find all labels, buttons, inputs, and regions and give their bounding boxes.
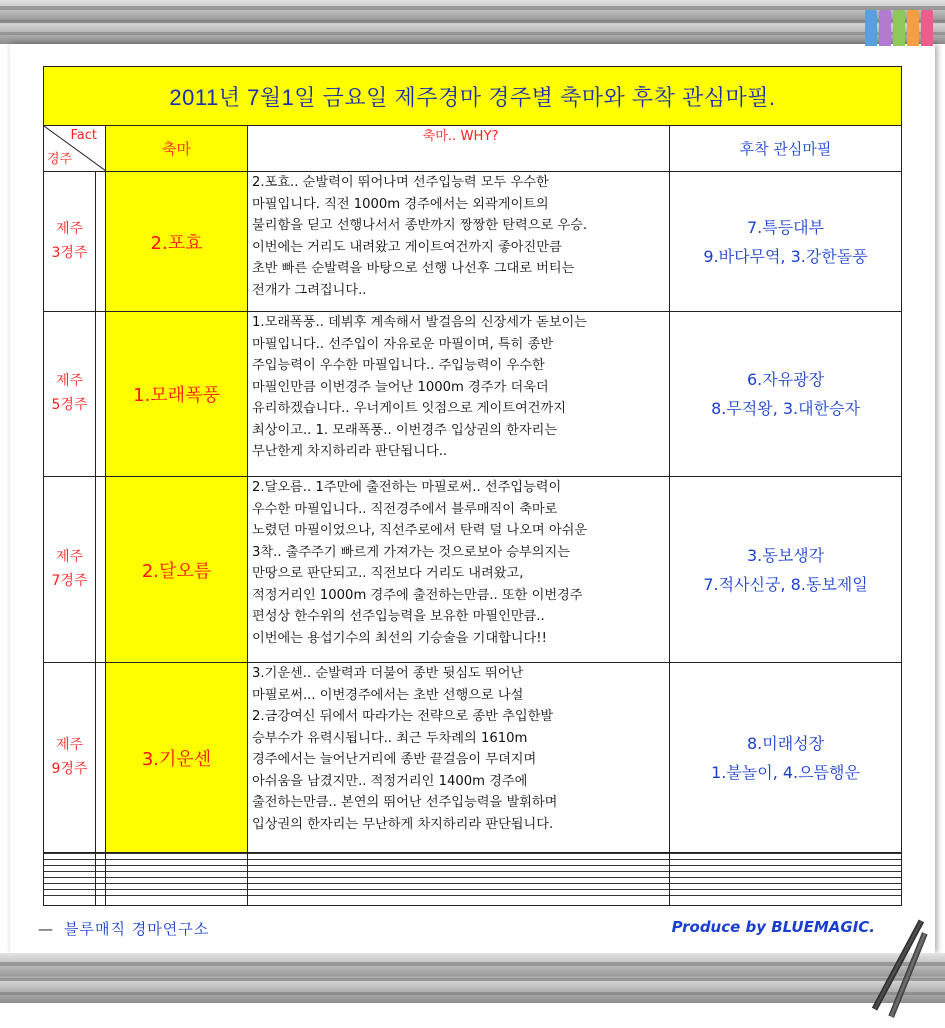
why-line: 입상권의 한자리는 무난하게 차지하리라 판단됩니다.: [252, 816, 554, 832]
page-title: 2011년 7월1일 금요일 제주경마 경주별 축마와 후착 관심마필.: [44, 67, 902, 126]
why-line: 전개가 그려집니다..: [252, 282, 367, 298]
why-line: 주입능력이 우수한 마필입니다.. 주입능력이 우수한: [252, 358, 545, 373]
late-horses: [670, 172, 902, 312]
footer-dash: —: [38, 920, 54, 938]
race-index: 3경주: [51, 244, 88, 261]
table-row: [44, 312, 902, 477]
race-number: [44, 172, 96, 312]
late-sub: 1.불놀이, 4.으뜸행운: [711, 762, 860, 782]
producer-credit: Produce by BLUEMAGIC.: [671, 918, 875, 936]
late-main: 3.동보생각: [746, 545, 825, 565]
race-number: [44, 663, 96, 853]
spacer-cell: [96, 663, 106, 853]
top-rail-stripe: [0, 20, 945, 23]
top-rail-stripe: [0, 6, 945, 10]
empty-ruled-row: [44, 853, 902, 906]
pick-horse: 2.달오름: [106, 477, 248, 663]
race-label: 경주: [47, 152, 73, 167]
tab-purple: [879, 10, 891, 46]
why-line: 3.기운센.. 순발력과 더불어 종반 뒷심도 뛰어난: [252, 666, 524, 681]
race-number: [44, 312, 96, 477]
pick-horse: 2.포효: [106, 172, 248, 312]
pick-header: 축마: [106, 126, 248, 172]
spacer-cell: [96, 172, 106, 312]
late-sub: 7.적사신궁, 8.동보제일: [703, 574, 868, 594]
late-horses: [670, 477, 902, 663]
why-line: 출전하는만큼.. 본연의 뛰어난 선주입능력을 발휘하며: [252, 795, 558, 810]
late-horses: [670, 312, 902, 477]
why-line: 승부수가 유력시됩니다.. 최근 두차례의 1610m: [252, 730, 528, 746]
empty-cell: [96, 853, 106, 906]
race-index: 9경주: [51, 760, 88, 777]
late-sub: 9.바다무역, 3.강한돌풍: [703, 246, 868, 266]
why-line: 3착.. 출주주기 빠르게 가져가는 것으로보아 승부의지는: [252, 544, 570, 560]
table-row: [44, 172, 902, 312]
why-line: 초반 빠른 순발력을 바탕으로 선행 나선후 그대로 버티는: [252, 261, 575, 276]
why-line: 유리하겠습니다.. 우너게이트 잇점으로 게이트여건까지: [252, 401, 566, 416]
late-header: 후착 관심마필: [670, 126, 902, 172]
empty-cell: [248, 853, 670, 906]
why-text: [248, 663, 670, 853]
pick-horse: 1.모래폭풍: [106, 312, 248, 477]
late-sub: 8.무적왕, 3.대한승자: [711, 399, 860, 418]
why-line: 노렸던 마필이었으나, 직선주로에서 탄력 덜 나오며 아쉬운: [252, 523, 588, 538]
race-region: 제주: [55, 220, 84, 237]
why-line: 만땅으로 판단되고.. 직전보다 거리도 내려왔고,: [252, 566, 524, 581]
empty-cell: [44, 853, 96, 906]
race-region: 제주: [55, 548, 84, 565]
why-line: 무난한게 차지하리라 판단됩니다..: [252, 444, 448, 459]
lab-name: 블루매직 경마연구소: [64, 920, 210, 938]
footer-credit: [38, 918, 209, 939]
race-index: 5경주: [51, 397, 88, 413]
why-line: 이번에는 용섭기수의 최선의 기승술을 기대합니다!!: [252, 630, 547, 646]
late-main: 7.특등대부: [746, 217, 825, 237]
late-main: 6.자유광장: [746, 370, 825, 389]
why-text: [248, 172, 670, 312]
why-line: 아쉬움을 남겼지만.. 적정거리인 1400m 경주에: [252, 773, 528, 789]
why-text: [248, 312, 670, 477]
why-line: 적정거리인 1000m 경주에 출전하는만큼.. 또한 이번경주: [252, 587, 583, 603]
why-line: 1.모래폭풍.. 데뷔후 계속해서 발걸음의 신장세가 돋보이는: [252, 315, 587, 330]
tab-blue: [865, 10, 877, 46]
table-row: [44, 663, 902, 853]
race-region: 제주: [55, 736, 84, 753]
bottom-rail-stripe: [0, 962, 945, 966]
bottom-rail-stripe: [0, 978, 945, 981]
top-rail-stripe: [0, 32, 945, 35]
spacer-cell: [96, 312, 106, 477]
empty-cell: [106, 853, 248, 906]
table-row: [44, 477, 902, 663]
why-line: 우수한 마필입니다.. 직전경주에서 블루매직이 축마로: [252, 501, 558, 517]
why-line: 2.달오름.. 1주만에 출전하는 마필로써.. 선주입능력이: [252, 480, 562, 495]
bottom-rail-stripe: [0, 992, 945, 995]
empty-cell: [670, 853, 902, 906]
pick-horse: 3.기운센: [106, 663, 248, 853]
why-line: 마필입니다. 직전 1000m 경주에서는 외곽게이트의: [252, 196, 549, 212]
race-index: 7경주: [51, 572, 88, 589]
tab-orange: [907, 10, 919, 46]
why-line: 마필인만큼 이번경주 늘어난 1000m 경주가 더욱더: [252, 379, 549, 395]
why-line: 2.포효.. 순발력이 뛰어나며 선주입능력 모두 우수한: [252, 175, 549, 190]
race-number: [44, 477, 96, 663]
why-line: 2.금강여신 뒤에서 따라가는 전략으로 종반 추입한발: [252, 709, 554, 724]
race-table: [43, 66, 902, 906]
late-horses: [670, 663, 902, 853]
why-line: 경주에서는 늘어난거리에 종반 끝걸음이 무뎌지며: [252, 752, 537, 767]
tab-pink: [921, 10, 933, 46]
why-line: 편성상 한수위의 선주입능력을 보유한 마필인만큼..: [252, 609, 545, 624]
color-tabs: [865, 10, 935, 46]
race-region: 제주: [55, 373, 84, 390]
why-line: 마필입니다.. 선주입이 자유로운 마필이며, 특히 종반: [252, 336, 554, 352]
why-line: 마필로써... 이번경주에서는 초반 선행으로 나설: [252, 687, 524, 703]
fact-label: Fact: [70, 128, 97, 143]
late-main: 8.미래성장: [746, 733, 825, 753]
tab-green: [893, 10, 905, 46]
why-line: 불리함을 딛고 선행나서서 종반까지 짱짱한 탄력으로 우승.: [252, 218, 588, 233]
why-header: 축마.. WHY?: [248, 126, 670, 172]
why-line: 최상이고.. 1. 모래폭풍.. 이번경주 입상권의 한자리는: [252, 422, 558, 438]
why-text: [248, 477, 670, 663]
corner-header: [44, 126, 106, 172]
why-line: 이번에는 거리도 내려왔고 게이트여건까지 좋아진만큼: [252, 239, 562, 255]
spacer-cell: [96, 477, 106, 663]
